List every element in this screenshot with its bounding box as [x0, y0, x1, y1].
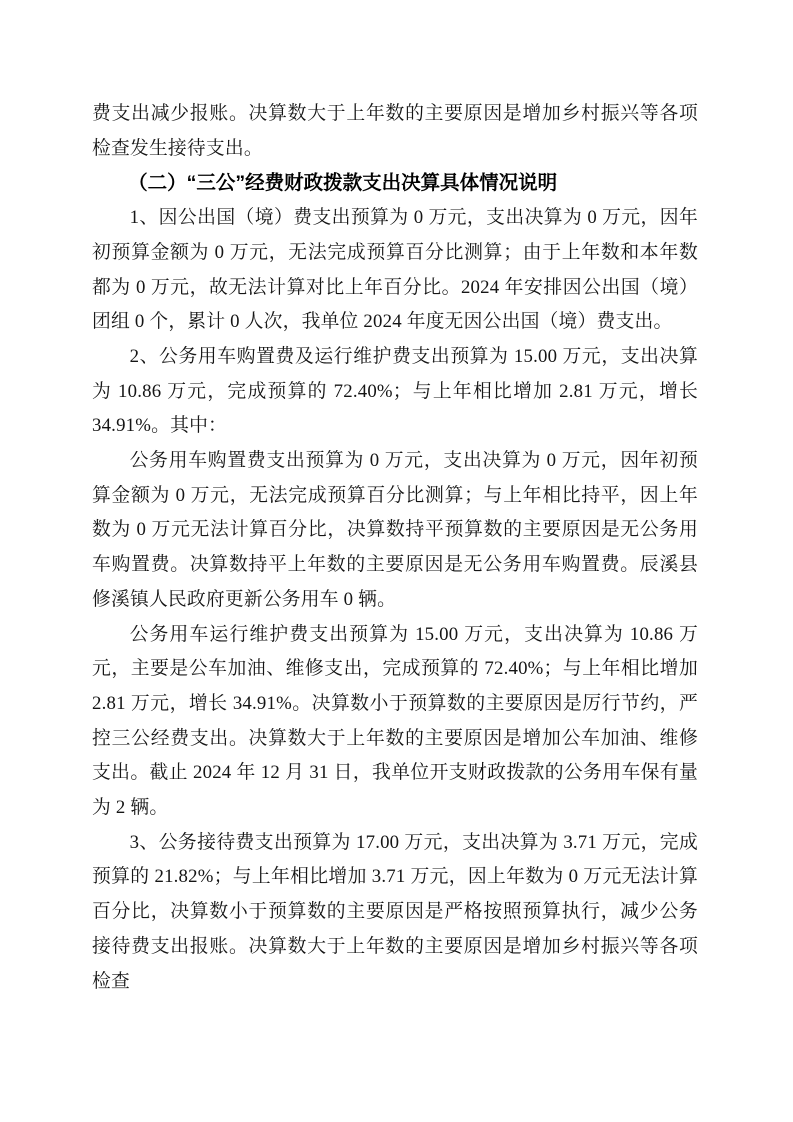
section-heading-three-public-funds: （二）“三公”经费财政拨款支出决算具体情况说明 — [128, 172, 558, 195]
paragraph-vehicle-purchase: 公务用车购置费支出预算为 0 万元，支出决算为 0 万元，因年初预算金额为 0 万元，无法完成预算百分比测算；与上年相比持平，因上年数为 0 万元无法计算百分比，决算数持平预算数的主要原因是无公务用车购置费。决算数持平上年数的主要原因是无公务用车购置费。辰溪县修溪镇人民政府更新公务用车 0 辆。 — [92, 450, 698, 610]
page-text-body — [92, 97, 698, 999]
paragraph-vehicle-maintenance: 公务用车运行维护费支出预算为 15.00 万元，支出决算为 10.86 万元，主要是公车加油、维修支出，完成预算的 72.40%；与上年相比增加 2.81 万元，增长 34.91%。决算数小于预算数的主要原因是厉行节约，严控三公经费支出。决算数大于上年数的主要原因是增加公车加油、维修支出。截止 2024 年 12 月 31 日，我单位开支财政拨款的公务用车保有量为 2 辆。 — [92, 623, 698, 819]
paragraph-vehicle-total: 2、公务用车购置费及运行维护费支出预算为 15.00 万元，支出决算为 10.86 万元，完成预算的 72.40%；与上年相比增加 2.81 万元，增长 34.91%。其中： — [92, 345, 698, 437]
paragraph-continuation: 费支出减少报账。决算数大于上年数的主要原因是增加乡村振兴等各项检查发生接待支出。 — [92, 103, 698, 159]
paragraph-official-reception: 3、公务接待费支出预算为 17.00 万元，支出决算为 3.71 万元，完成预算的 21.82%；与上年相比增加 3.71 万元，因上年数为 0 万元无法计算百分比，决算数小于预算数的主要原因是严格按照预算执行，减少公务接待费支出报账。决算数大于上年数的主要原因是增加乡村振兴等各项检查 — [92, 831, 698, 992]
paragraph-abroad-expense: 1、因公出国（境）费支出预算为 0 万元，支出决算为 0 万元，因年初预算金额为 0 万元，无法完成预算百分比测算；由于上年数和本年数都为 0 万元，故无法计算对比上年百分比。2024 年安排因公出国（境）团组 0 个，累计 0 人次，我单位 2024 年度无因公出国（境）费支出。 — [92, 207, 698, 333]
